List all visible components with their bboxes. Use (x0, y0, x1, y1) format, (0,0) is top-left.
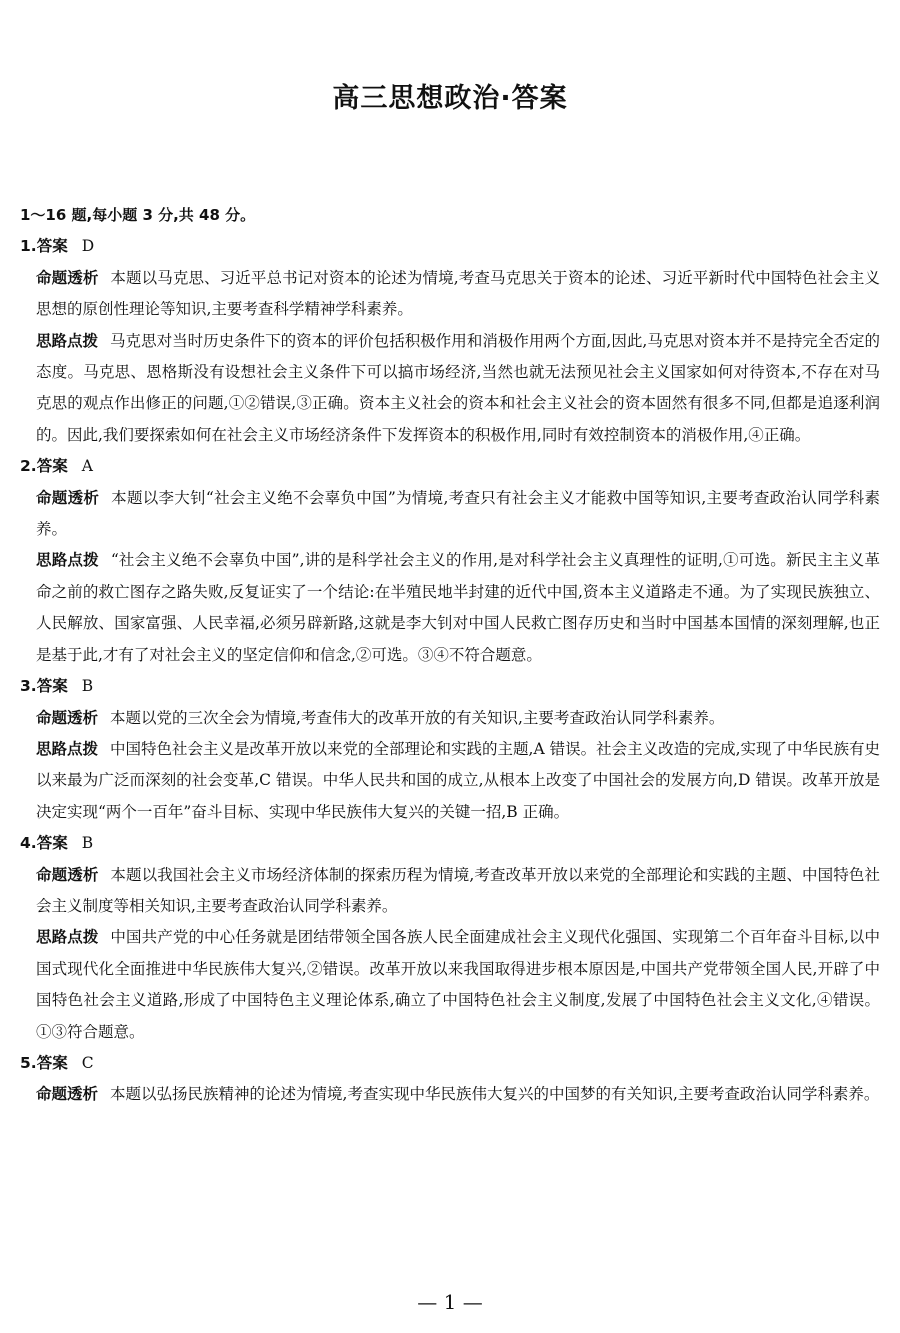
hint-label: 思路点拨 (36, 739, 99, 758)
question-answer-line (20, 828, 880, 859)
hint-text: 中国特色社会主义是改革开放以来党的全部理论和实践的主题,A 错误。社会主义改造的完成,实现了中华民族有史以来最为广泛而深刻的社会变革,C 错误。中华人民共和国的成立,从根本上改变了中国社会的发展方向,D 错误。改革开放是决定实现“两个一百年”奋斗目标、实现中华民族伟大复兴的关键一招,B 正确。 (36, 739, 880, 821)
hint-label: 思路点拨 (36, 331, 99, 350)
analysis-text: 本题以李大钊“社会主义绝不会辜负中国”为情境,考查只有社会主义才能救中国等知识,主要考查政治认同学科素养。 (36, 488, 880, 539)
page-number: — 1 — (417, 1290, 483, 1314)
analysis-paragraph (20, 703, 880, 734)
hint-label: 思路点拨 (36, 551, 99, 570)
analysis-text: 本题以党的三次全会为情境,考查伟大的改革开放的有关知识,主要考查政治认同学科素养。 (110, 708, 725, 727)
analysis-text: 本题以我国社会主义市场经济体制的探索历程为情境,考查改革开放以来党的全部理论和实践的主题、中国特色社会主义制度等相关知识,主要考查政治认同学科素养。 (36, 865, 880, 915)
analysis-paragraph (20, 483, 880, 546)
analysis-label: 命题透析 (36, 708, 99, 727)
question-answer-line (20, 671, 880, 702)
question-block (20, 1048, 880, 1111)
answer-label: 答案 (36, 677, 68, 696)
analysis-paragraph (20, 1079, 880, 1110)
question-number: 1. (20, 237, 37, 256)
question-block (20, 671, 880, 828)
answer-label: 答案 (36, 237, 68, 256)
analysis-text: 本题以马克思、习近平总书记对资本的论述为情境,考查马克思关于资本的论述、习近平新时代中国特色社会主义思想的原创性理论等知识,主要考查科学精神学科素养。 (36, 268, 880, 319)
hint-paragraph (20, 922, 880, 1048)
answer-value: B (81, 834, 94, 853)
answer-value: A (81, 457, 93, 476)
question-number: 5. (20, 1053, 37, 1072)
question-answer-line (20, 231, 880, 262)
answer-value: C (81, 1053, 94, 1072)
analysis-label: 命题透析 (36, 488, 100, 507)
analysis-label: 命题透析 (36, 1085, 99, 1104)
question-block (20, 451, 880, 671)
hint-paragraph (20, 326, 880, 452)
question-block (20, 231, 880, 451)
question-number: 4. (20, 834, 37, 853)
analysis-paragraph (20, 860, 880, 923)
question-list (20, 231, 880, 1110)
hint-text: 中国共产党的中心任务就是团结带领全国各族人民全面建成社会主义现代化强国、实现第二个百年奋斗目标,以中国式现代化全面推进中华民族伟大复兴,②错误。改革开放以来我国取得进步根本原因是,中国共产党带领全国人民,开辟了中国特色社会主义道路,形成了中国特色主义理论体系,确立了中国特色社会主义制度,发展了中国特色社会主义文化,④错误。①③符合题意。 (36, 928, 880, 1041)
answer-label: 答案 (36, 834, 68, 853)
answer-label: 答案 (36, 1053, 68, 1072)
hint-paragraph (20, 734, 880, 828)
hint-text: 马克思对当时历史条件下的资本的评价包括积极作用和消极作用两个方面,因此,马克思对资本并不是持完全否定的态度。马克思、恩格斯没有设想社会主义条件下可以搞市场经济,当然也就无法预见社会主义国家如何对待资本,不存在对马克思的观点作出修正的问题,①②错误,③正确。资本主义社会的资本和社会主义社会的资本固然有很多不同,但都是追逐利润的。因此,我们要探索如何在社会主义市场经济条件下发挥资本的积极作用,同时有效控制资本的消极作用,④正确。 (36, 331, 880, 444)
hint-label: 思路点拨 (36, 928, 99, 947)
analysis-label: 命题透析 (36, 268, 99, 287)
page-title: 高三思想政治·答案 (332, 83, 568, 114)
analysis-paragraph (20, 263, 880, 326)
question-answer-line (20, 1048, 880, 1079)
question-number: 3. (20, 677, 37, 696)
question-answer-line (20, 451, 880, 482)
analysis-text: 本题以弘扬民族精神的论述为情境,考查实现中华民族伟大复兴的中国梦的有关知识,主要考查政治认同学科素养。 (110, 1085, 880, 1104)
answer-content (20, 200, 880, 1111)
hint-paragraph (20, 545, 880, 671)
score-intro: 1～16 题,每小题 3 分,共 48 分。 (20, 206, 256, 224)
analysis-label: 命题透析 (36, 865, 99, 884)
answer-value: B (81, 677, 94, 696)
question-number: 2. (20, 457, 37, 476)
question-block (20, 828, 880, 1048)
answer-value: D (81, 237, 95, 256)
hint-text: “社会主义绝不会辜负中国”,讲的是科学社会主义的作用,是对科学社会主义真理性的证明,①可选。新民主主义革命之前的救亡图存之路失败,反复证实了一个结论:在半殖民地半封建的近代中国,资本主义道路走不通。为了实现民族独立、人民解放、国家富强、人民幸福,必须另辟新路,这就是李大钊对中国人民救亡图存历史和当时中国基本国情的深刻理解,也正是基于此,才有了对社会主义的坚定信仰和信念,②可选。③④不符合题意。 (36, 551, 880, 664)
answer-label: 答案 (36, 457, 68, 476)
